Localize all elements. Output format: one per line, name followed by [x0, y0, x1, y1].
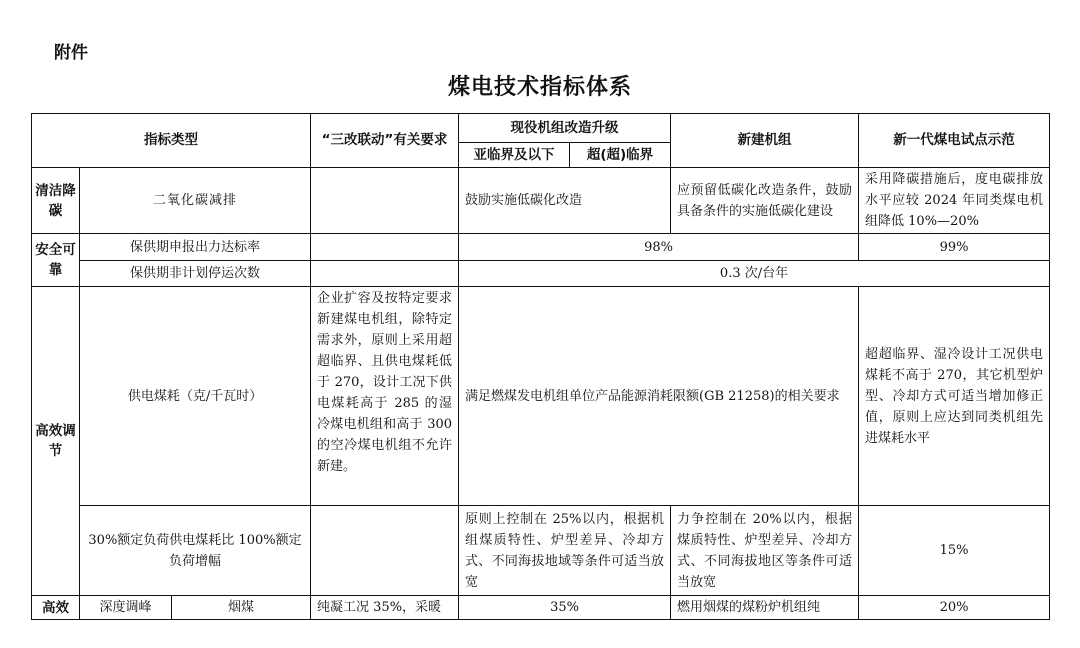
deep-peak-sub: 烟煤	[172, 596, 311, 620]
coal-consumption-name: 供电煤耗（克/千瓦时）	[80, 287, 311, 506]
output-rate-three-reforms	[311, 234, 459, 261]
outages-value: 0.3 次/台年	[459, 261, 1050, 287]
header-new-gen-demo: 新一代煤电试点示范	[859, 114, 1050, 168]
deep-peak-new-units: 燃用烟煤的煤粉炉机组纯	[671, 596, 859, 620]
row-output-rate	[32, 234, 1050, 261]
load-ratio-retrofit: 原则上控制在 25%以内，根据机组煤质特性、炉型差异、冷却方式、不同海拔地域等条件可适当放宽	[459, 506, 671, 596]
attachment-label: 附件	[54, 43, 88, 63]
deep-peak-name: 深度调峰	[80, 596, 172, 620]
header-indicator-type: 指标类型	[32, 114, 311, 168]
row-load-ratio	[32, 506, 1050, 596]
deep-peak-demo: 20%	[859, 596, 1050, 620]
category-clean: 清洁降碳	[32, 168, 80, 234]
outages-name: 保供期非计划停运次数	[80, 261, 311, 287]
coal-consumption-demo: 超超临界、湿冷设计工况供电煤耗不高于 270，其它机型炉型、冷却方式可适当增加修正值，原则上应达到同类机组先进煤耗水平	[859, 287, 1050, 506]
header-supercritical: 超(超)临界	[570, 143, 671, 168]
load-ratio-name: 30%额定负荷供电煤耗比 100%额定负荷增幅	[80, 506, 311, 596]
co2-new-units: 应预留低碳化改造条件，鼓励具备条件的实施低碳化建设	[671, 168, 859, 234]
co2-three-reforms	[311, 168, 459, 234]
output-rate-name: 保供期申报出力达标率	[80, 234, 311, 261]
co2-name: 二氧化碳减排	[80, 168, 311, 234]
outages-three-reforms	[311, 261, 459, 287]
co2-retrofit: 鼓励实施低碳化改造	[459, 168, 671, 234]
document-title: 煤电技术指标体系	[447, 74, 632, 100]
deep-peak-retrofit: 35%	[459, 596, 671, 620]
category-safe: 安全可靠	[32, 234, 80, 287]
output-rate-existing-new: 98%	[459, 234, 859, 261]
header-row-1	[32, 114, 1050, 143]
row-deep-peak	[32, 596, 1050, 620]
co2-demo: 采用降碳措施后，度电碳排放水平应较 2024 年同类煤电机组降低 10%—20%	[859, 168, 1050, 234]
category-efficient-adjust: 高效调节	[32, 287, 80, 596]
header-new-units: 新建机组	[671, 114, 859, 168]
header-retrofit: 现役机组改造升级	[459, 114, 671, 143]
indicator-table	[31, 113, 1050, 620]
load-ratio-three-reforms	[311, 506, 459, 596]
row-outages	[32, 261, 1050, 287]
row-co2	[32, 168, 1050, 234]
row-coal-consumption	[32, 287, 1050, 506]
coal-consumption-existing-new: 满足燃煤发电机组单位产品能源消耗限额(GB 21258)的相关要求	[459, 287, 859, 506]
output-rate-demo: 99%	[859, 234, 1050, 261]
category-efficient: 高效	[32, 596, 80, 620]
deep-peak-three-reforms: 纯凝工况 35%，采暖	[311, 596, 459, 620]
coal-consumption-three-reforms: 企业扩容及按特定要求新建煤电机组，除特定需求外，原则上采用超超临界、且供电煤耗低于 270，设计工况下供电煤耗高于 285 的湿冷煤电机组和高于 300 的空冷煤电机组不允许新建。	[311, 287, 459, 506]
header-subcritical: 亚临界及以下	[459, 143, 570, 168]
header-three-reforms: “三改联动”有关要求	[311, 114, 459, 168]
load-ratio-new-units: 力争控制在 20%以内，根据煤质特性、炉型差异、冷却方式、不同海拔地区等条件可适当放宽	[671, 506, 859, 596]
load-ratio-demo: 15%	[859, 506, 1050, 596]
